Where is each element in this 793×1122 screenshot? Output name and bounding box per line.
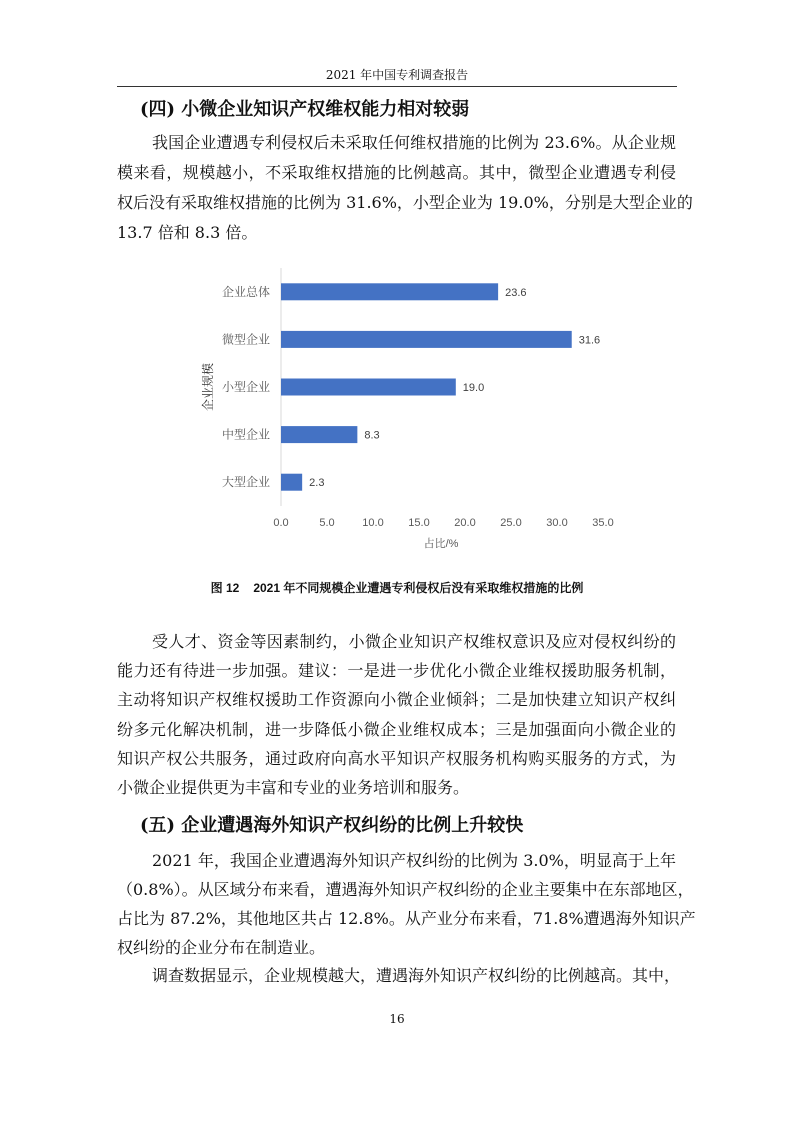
x-tick-label: 20.0 xyxy=(454,517,476,529)
paragraph-line: 受人才、资金等因素制约，小微企业知识产权维权意识及应对侵权纠纷的 xyxy=(152,632,676,651)
category-label: 小型企业 xyxy=(221,380,270,394)
x-axis-title: 占比/% xyxy=(423,538,459,550)
paragraph-line: 权后没有采取维权措施的比例为 31.6%，小型企业为 19.0%，分别是大型企业的 xyxy=(117,193,693,212)
header-rule xyxy=(117,86,677,87)
paragraph xyxy=(117,128,693,248)
figure-caption-text: 2021 年不同规模企业遭遇专利侵权后没有采取维权措施的比例 xyxy=(253,581,584,595)
paragraph-line: 主动将知识产权维权援助工作资源向小微企业倾斜；二是加快建立知识产权纠 xyxy=(117,690,676,710)
category-label: 中型企业 xyxy=(221,427,270,442)
paragraph xyxy=(117,846,696,962)
paragraph-line: 调查数据显示，企业规模越大，遭遇海外知识产权纠纷的比例越高。其中， xyxy=(152,966,681,985)
value-label: 31.6 xyxy=(578,334,601,347)
x-tick-label: 5.0 xyxy=(319,517,335,529)
paragraph-line: 权纠纷的企业分布在制造业。 xyxy=(117,938,326,957)
paragraph-line: 小微企业提供更为丰富和专业的业务培训和服务。 xyxy=(117,778,470,798)
bar-chart xyxy=(180,255,640,555)
figure-caption xyxy=(117,579,677,597)
bar xyxy=(281,283,498,300)
x-tick-label: 35.0 xyxy=(592,517,614,529)
bar xyxy=(281,379,456,396)
bar xyxy=(281,426,357,443)
x-tick-label: 30.0 xyxy=(546,517,568,529)
x-tick-label: 25.0 xyxy=(500,517,522,529)
category-label: 微型企业 xyxy=(221,332,270,347)
paragraph-line: 模来看，规模越小，不采取维权措施的比例越高。其中，微型企业遭遇专利侵 xyxy=(117,163,676,182)
paragraph-line: 占比为 87.2%，其他地区共占 12.8%。从产业分布来看，71.8%遭遇海外知识产 xyxy=(117,909,696,928)
paragraph xyxy=(117,961,681,990)
paragraph-line: （0.8%）。从区域分布来看，遭遇海外知识产权纠纷的企业主要集中在东部地区， xyxy=(117,880,694,899)
x-tick-label: 0.0 xyxy=(273,517,289,529)
bar xyxy=(281,331,572,348)
category-label: 大型企业 xyxy=(221,475,270,490)
paragraph-line: 知识产权公共服务，通过政府向高水平知识产权服务机构购买服务的方式，为 xyxy=(117,748,676,768)
paragraph-line: 我国企业遭遇专利侵权后未采取任何维权措施的比例为 23.6%。从企业规 xyxy=(152,133,676,152)
bar xyxy=(281,474,302,491)
paragraph-line: 2021 年，我国企业遭遇海外知识产权纠纷的比例为 3.0%，明显高于上年 xyxy=(152,851,676,870)
paragraph xyxy=(117,627,676,802)
section-heading: (五) 企业遭遇海外知识产权纠纷的比例上升较快 xyxy=(140,815,524,836)
x-tick-label: 10.0 xyxy=(362,517,384,529)
page-number: 16 xyxy=(389,1012,405,1026)
y-axis-title: 企业规模 xyxy=(201,362,215,412)
value-label: 23.6 xyxy=(505,286,527,299)
bar-chart-svg xyxy=(180,255,640,555)
section-heading: (四) 小微企业知识产权维权能力相对较弱 xyxy=(140,99,470,120)
x-tick-label: 15.0 xyxy=(408,517,430,529)
figure-number: 图 12 xyxy=(210,581,240,595)
value-label: 19.0 xyxy=(462,382,485,394)
value-label: 2.3 xyxy=(309,477,325,490)
value-label: 8.3 xyxy=(364,429,380,442)
paragraph-line: 13.7 倍和 8.3 倍。 xyxy=(117,223,258,242)
paragraph-line: 纷多元化解决机制，进一步降低小微企业维权成本；三是加强面向小微企业的 xyxy=(117,719,676,739)
category-label: 企业总体 xyxy=(221,284,270,299)
running-header: 2021 年中国专利调查报告 xyxy=(325,68,469,82)
paragraph-line: 能力还有待进一步加强。建议：一是进一步优化小微企业维权援助服务机制， xyxy=(117,661,676,681)
